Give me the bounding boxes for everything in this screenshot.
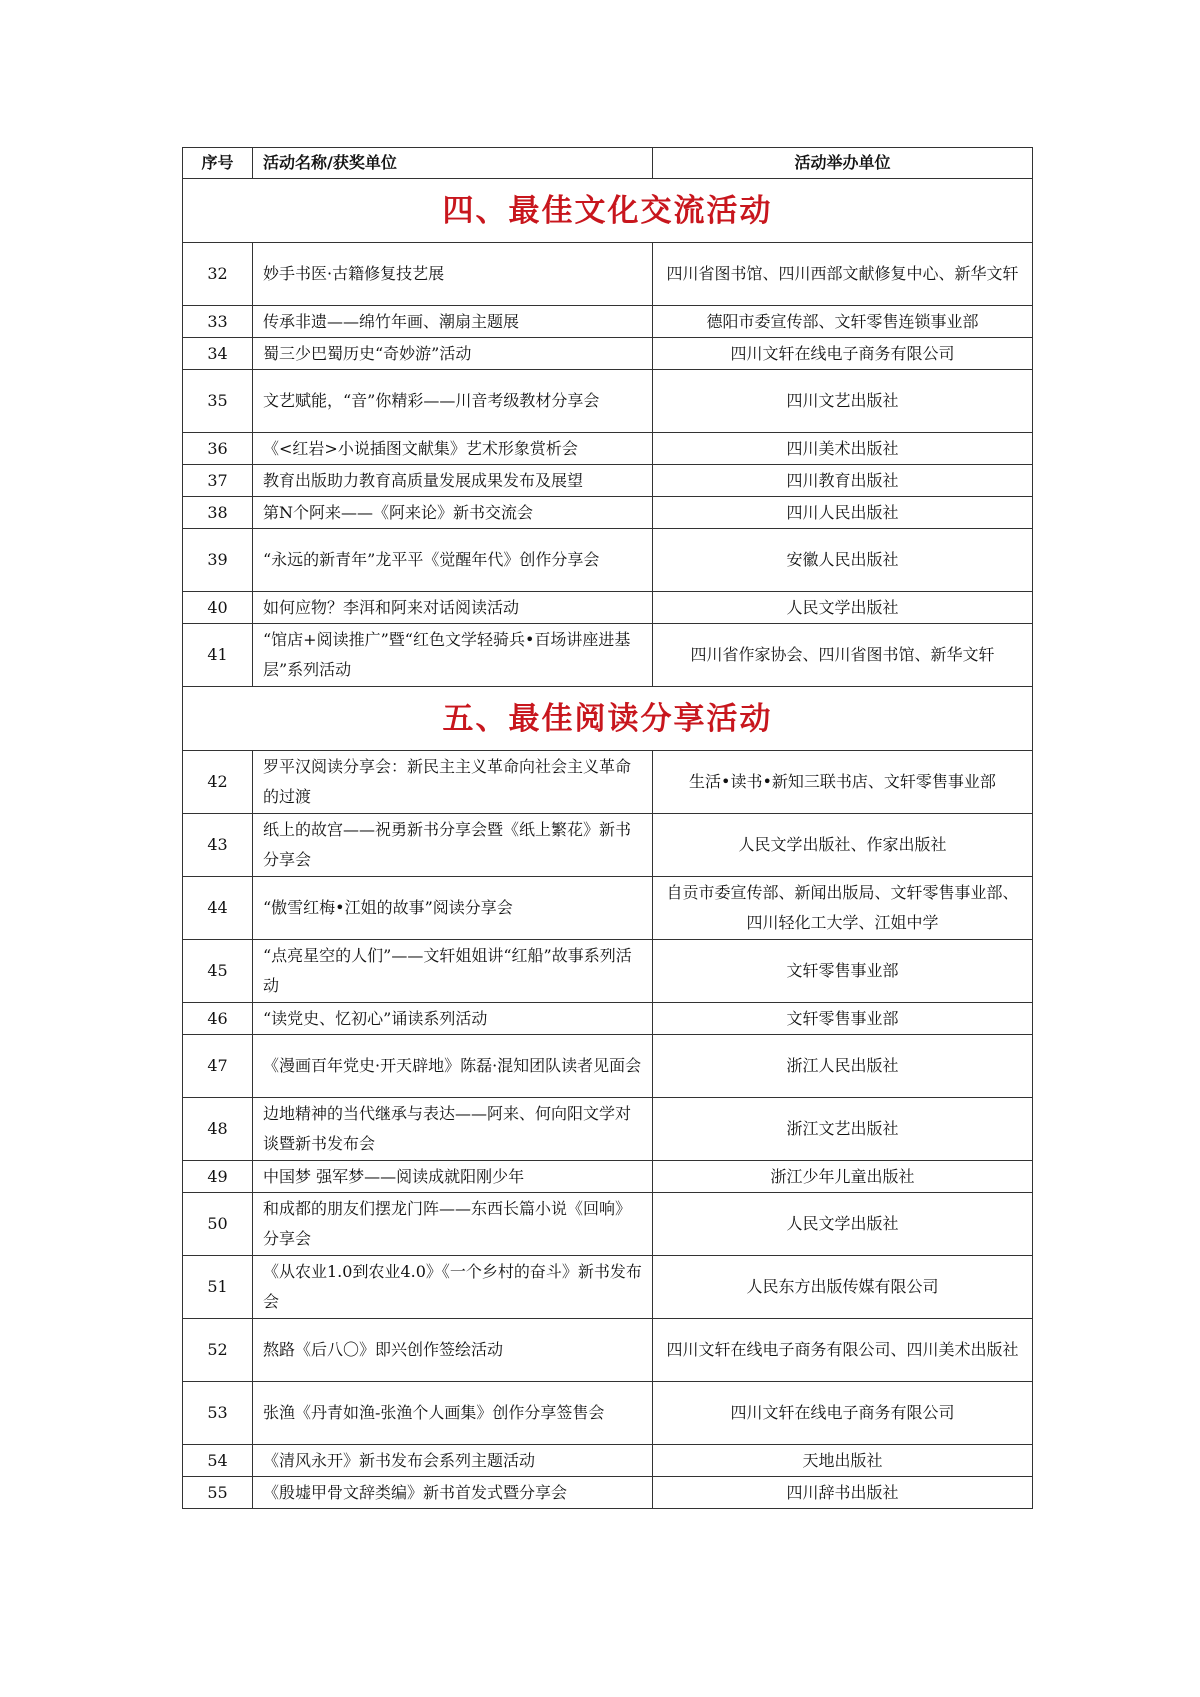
- organizer: 四川文轩在线电子商务有限公司: [653, 1382, 1033, 1445]
- header-activity-name: 活动名称/获奖单位: [253, 148, 653, 179]
- organizer: 浙江少年儿童出版社: [653, 1161, 1033, 1193]
- row-number: 55: [183, 1477, 253, 1509]
- activity-name: 第N个阿来——《阿来论》新书交流会: [253, 497, 653, 529]
- row-number: 38: [183, 497, 253, 529]
- organizer: 四川文轩在线电子商务有限公司、四川美术出版社: [653, 1319, 1033, 1382]
- activity-name: “傲雪红梅•江姐的故事”阅读分享会: [253, 877, 653, 940]
- activity-name: 和成都的朋友们摆龙门阵——东西长篇小说《回响》分享会: [253, 1193, 653, 1256]
- table-row: [183, 1477, 1033, 1509]
- row-number: 54: [183, 1445, 253, 1477]
- table-row: [183, 1003, 1033, 1035]
- organizer: 浙江人民出版社: [653, 1035, 1033, 1098]
- row-number: 36: [183, 433, 253, 465]
- table-row: [183, 1445, 1033, 1477]
- organizer: 四川文轩在线电子商务有限公司: [653, 338, 1033, 370]
- activity-name: 蜀三少巴蜀历史“奇妙游”活动: [253, 338, 653, 370]
- activity-name: 罗平汉阅读分享会：新民主主义革命向社会主义革命的过渡: [253, 751, 653, 814]
- row-number: 32: [183, 243, 253, 306]
- activity-name: “馆店+阅读推广”暨“红色文学轻骑兵•百场讲座进基层”系列活动: [253, 624, 653, 687]
- activity-name: 《殷墟甲骨文辞类编》新书首发式暨分享会: [253, 1477, 653, 1509]
- activity-name: 文艺赋能，“音”你精彩——川音考级教材分享会: [253, 370, 653, 433]
- activity-name: 张渔《丹青如渔-张渔个人画集》创作分享签售会: [253, 1382, 653, 1445]
- activity-name: 《清风永开》新书发布会系列主题活动: [253, 1445, 653, 1477]
- row-number: 34: [183, 338, 253, 370]
- activity-name: “点亮星空的人们”——文轩姐姐讲“红船”故事系列活动: [253, 940, 653, 1003]
- row-number: 39: [183, 529, 253, 592]
- table-row: [183, 624, 1033, 687]
- row-number: 44: [183, 877, 253, 940]
- organizer: 人民文学出版社: [653, 592, 1033, 624]
- header-number: 序号: [183, 148, 253, 179]
- organizer: 浙江文艺出版社: [653, 1098, 1033, 1161]
- row-number: 46: [183, 1003, 253, 1035]
- activity-name: 《从农业1.0到农业4.0》《一个乡村的奋斗》新书发布会: [253, 1256, 653, 1319]
- table-row: [183, 1193, 1033, 1256]
- organizer: 自贡市委宣传部、新闻出版局、文轩零售事业部、四川轻化工大学、江姐中学: [653, 877, 1033, 940]
- row-number: 43: [183, 814, 253, 877]
- row-number: 33: [183, 306, 253, 338]
- organizer: 人民文学出版社: [653, 1193, 1033, 1256]
- activity-name: 熬路《后八〇》即兴创作签绘活动: [253, 1319, 653, 1382]
- row-number: 47: [183, 1035, 253, 1098]
- table-row: [183, 1161, 1033, 1193]
- row-number: 37: [183, 465, 253, 497]
- table-row: [183, 465, 1033, 497]
- row-number: 48: [183, 1098, 253, 1161]
- table-row: [183, 497, 1033, 529]
- table-row: [183, 814, 1033, 877]
- activity-name: 教育出版助力教育高质量发展成果发布及展望: [253, 465, 653, 497]
- organizer: 四川省图书馆、四川西部文献修复中心、新华文轩: [653, 243, 1033, 306]
- table-header-row: [183, 148, 1033, 179]
- section-title: 五、最佳阅读分享活动: [183, 687, 1033, 751]
- section-title: 四、最佳文化交流活动: [183, 179, 1033, 243]
- section-header-row: [183, 179, 1033, 243]
- activity-name: 中国梦 强军梦——阅读成就阳刚少年: [253, 1161, 653, 1193]
- table-row: [183, 1035, 1033, 1098]
- organizer: 四川美术出版社: [653, 433, 1033, 465]
- organizer: 天地出版社: [653, 1445, 1033, 1477]
- row-number: 42: [183, 751, 253, 814]
- table-row: [183, 370, 1033, 433]
- row-number: 40: [183, 592, 253, 624]
- table-row: [183, 1382, 1033, 1445]
- table-row: [183, 592, 1033, 624]
- table-row: [183, 338, 1033, 370]
- row-number: 45: [183, 940, 253, 1003]
- row-number: 51: [183, 1256, 253, 1319]
- organizer: 文轩零售事业部: [653, 1003, 1033, 1035]
- row-number: 35: [183, 370, 253, 433]
- organizer: 人民东方出版传媒有限公司: [653, 1256, 1033, 1319]
- organizer: 四川辞书出版社: [653, 1477, 1033, 1509]
- table-row: [183, 529, 1033, 592]
- section-header-row: [183, 687, 1033, 751]
- row-number: 49: [183, 1161, 253, 1193]
- table-row: [183, 243, 1033, 306]
- activity-name: 边地精神的当代继承与表达——阿来、何向阳文学对谈暨新书发布会: [253, 1098, 653, 1161]
- table-row: [183, 306, 1033, 338]
- activity-name: 如何应物？李洱和阿来对话阅读活动: [253, 592, 653, 624]
- table-row: [183, 1256, 1033, 1319]
- row-number: 50: [183, 1193, 253, 1256]
- activity-name: 妙手书医·古籍修复技艺展: [253, 243, 653, 306]
- table-row: [183, 877, 1033, 940]
- activity-name: 纸上的故宫——祝勇新书分享会暨《纸上繁花》新书分享会: [253, 814, 653, 877]
- organizer: 四川省作家协会、四川省图书馆、新华文轩: [653, 624, 1033, 687]
- organizer: 人民文学出版社、作家出版社: [653, 814, 1033, 877]
- organizer: 四川教育出版社: [653, 465, 1033, 497]
- organizer: 文轩零售事业部: [653, 940, 1033, 1003]
- activity-name: “读党史、忆初心”诵读系列活动: [253, 1003, 653, 1035]
- activity-name: 传承非遗——绵竹年画、潮扇主题展: [253, 306, 653, 338]
- organizer: 四川文艺出版社: [653, 370, 1033, 433]
- organizer: 德阳市委宣传部、文轩零售连锁事业部: [653, 306, 1033, 338]
- activity-name: 《漫画百年党史·开天辟地》陈磊·混知团队读者见面会: [253, 1035, 653, 1098]
- table-row: [183, 433, 1033, 465]
- table-row: [183, 940, 1033, 1003]
- activity-name: 《<红岩>小说插图文献集》艺术形象赏析会: [253, 433, 653, 465]
- header-organizer: 活动举办单位: [653, 148, 1033, 179]
- table-row: [183, 1319, 1033, 1382]
- table-row: [183, 751, 1033, 814]
- organizer: 安徽人民出版社: [653, 529, 1033, 592]
- awards-table: [182, 147, 1033, 1509]
- organizer: 四川人民出版社: [653, 497, 1033, 529]
- row-number: 53: [183, 1382, 253, 1445]
- activity-name: “永远的新青年”龙平平《觉醒年代》创作分享会: [253, 529, 653, 592]
- row-number: 41: [183, 624, 253, 687]
- row-number: 52: [183, 1319, 253, 1382]
- table-row: [183, 1098, 1033, 1161]
- organizer: 生活•读书•新知三联书店、文轩零售事业部: [653, 751, 1033, 814]
